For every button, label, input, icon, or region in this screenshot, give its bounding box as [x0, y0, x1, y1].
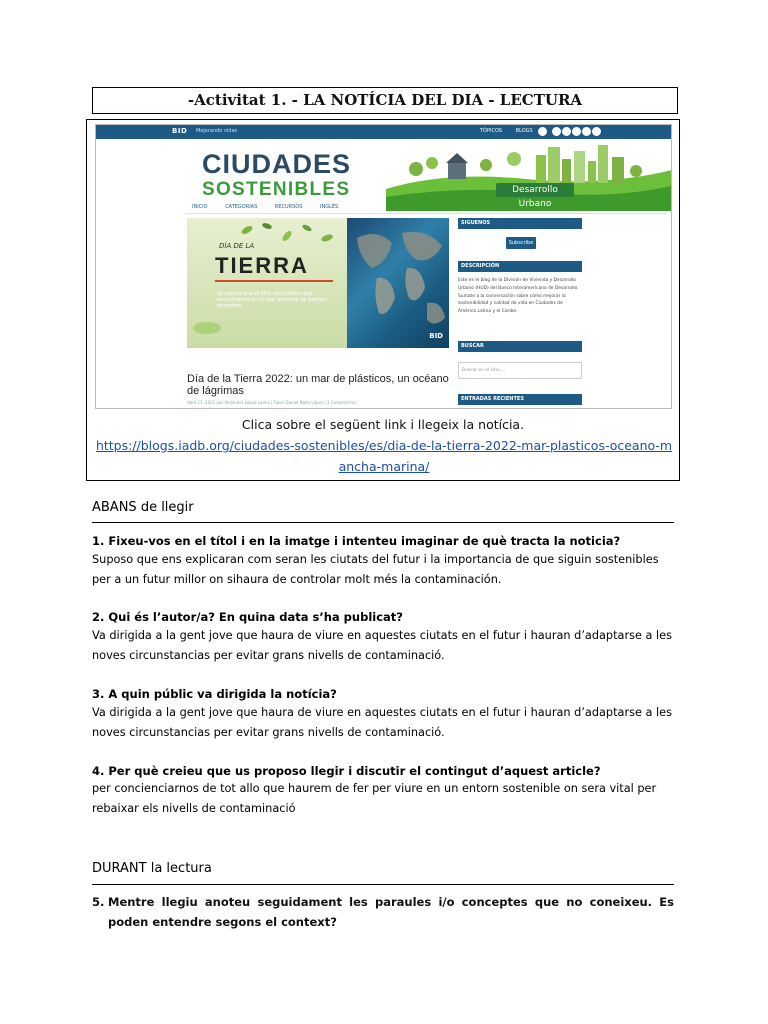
answer-2[interactable]: Va dirigida a la gent jove que haura de viure en aquestes ciutats en el futur i hauran d’adaptarse a les noves circunstancias per evitar grans nivells de contaminació.	[92, 629, 673, 662]
sidebar-description-title: DESCRIPCIÓN	[458, 261, 582, 272]
sidebar-recent-title: ENTRADAS RECIENTES	[458, 394, 582, 405]
sidebar-search-input[interactable]: Buscar en el sitio ...	[458, 362, 582, 379]
facebook-icon	[552, 127, 561, 136]
blog-screenshot	[95, 124, 672, 409]
click-instruction: Clica sobre el següent link i llegeix la notícia.	[241, 417, 525, 432]
nav-divider	[186, 213, 666, 214]
linkedin-icon	[572, 127, 581, 136]
category-banner: Desarrollo Urbano	[496, 183, 574, 197]
hero-left-panel	[187, 218, 347, 348]
world-map-shape	[347, 218, 449, 348]
hero-image	[187, 218, 449, 348]
subscribe-button[interactable]: Subscribe	[506, 237, 536, 249]
answer-3[interactable]: Va dirigida a la gent jove que haura de viure en aquestes ciutats en el futur i hauran d’adaptarse a les noves circunstancias per evitar grans nivells de contaminació.	[92, 706, 673, 739]
post-meta: Abril 21, 2022 por Alejandro López-Lamia | Fabio Daniel Nieto López | 2 Comentarios	[187, 400, 357, 405]
post-title[interactable]: Día de la Tierra 2022: un mar de plásticos, un océano de lágrimas	[187, 373, 449, 397]
search-icon	[538, 127, 547, 136]
question-2: 2. Qui és l’autor/a? En quina data s’ha publicat?	[92, 610, 403, 624]
section-rule	[92, 884, 674, 885]
bid-logo: BID	[172, 127, 188, 135]
hero-brand: BID	[429, 332, 443, 340]
question-1: 1. Fixeu-vos en el títol i en la imatge i intenteu imaginar de què tracta la noticia?	[92, 534, 621, 548]
nav-item-ingles[interactable]: INGLÉS	[320, 204, 339, 210]
top-nav-topics: TÓPICOS	[480, 128, 503, 134]
ocean-plastic-image	[347, 218, 449, 348]
answer-1[interactable]: Suposo que ens explicaran com seran les ciutats del futur i la importancia de que siguin sostenibles per a un futur millor on sihaura de controlar molt més la contaminación.	[92, 553, 659, 586]
sidebar-follow-title: SIGUENOS	[458, 218, 582, 229]
youtube-icon	[582, 127, 591, 136]
question-4: 4. Per què creieu que us proposo llegir i discutir el contingut d’aquest article?	[92, 764, 601, 778]
blog-logo-line1: CIUDADES	[202, 149, 352, 179]
leaves-decoration	[187, 218, 347, 348]
twitter-icon	[562, 127, 571, 136]
hero-underline	[215, 280, 333, 282]
section-during-reading: DURANT la lectura	[92, 861, 212, 876]
nav-item-categorias[interactable]: CATEGORÍAS	[225, 204, 258, 210]
news-card	[86, 119, 680, 481]
question-5-number: 5.	[92, 895, 105, 909]
section-rule	[92, 522, 674, 523]
sidebar-search-title: BUSCAR	[458, 341, 582, 352]
section-before-reading: ABANS de llegir	[92, 500, 194, 515]
activity-title: -Activitat 1. - LA NOTÍCIA DEL DIA - LECTURA	[92, 87, 678, 114]
top-nav-blogs: BLOGS	[515, 128, 533, 134]
instagram-icon	[592, 127, 601, 136]
question-5	[92, 892, 674, 932]
answer-4[interactable]: per concienciarnos de tot allo que haurem de fer per viure en un entorn sostenible on sera vital per rebaixar els nivells de contaminació	[92, 782, 657, 815]
question-5-text: Mentre llegiu anoteu seguidament les paraules i/o conceptes que no coneixeu. Es poden entendre segons el context?	[108, 895, 674, 929]
article-link[interactable]: https://blogs.iadb.org/ciudades-sostenibles/es/dia-de-la-tierra-2022-mar-plasticos-oceano-mancha-marina/	[95, 438, 673, 474]
blog-topbar	[96, 125, 671, 139]
blog-nav	[192, 204, 354, 210]
hero-title: TIERRA	[215, 253, 309, 278]
nav-item-recursos[interactable]: RECURSOS	[274, 204, 303, 210]
hero-kicker: DÍA DE LA	[219, 242, 255, 250]
top-nav	[480, 128, 545, 134]
sidebar-description: Este es el blog de la División de Vivienda y Desarrollo Urbano (HUD) del Banco Interamericano de Desarrollo. Sumate a la conversación sobre cómo mejorar la sostenibilidad y calidad de vida en Ciudades de América Latina y el Caribe.	[458, 278, 579, 315]
nav-item-inicio[interactable]: INICIO	[192, 204, 208, 210]
bid-tagline: Mejorando vidas	[196, 128, 238, 134]
hero-text: Se estima que el 80% del plástico que encontramos en el mar proviene de fuentes terrestres.	[217, 291, 327, 309]
question-3: 3. A quin públic va dirigida la notícia?	[92, 687, 337, 701]
blog-logo-line2: SOSTENIBLES	[202, 179, 351, 200]
